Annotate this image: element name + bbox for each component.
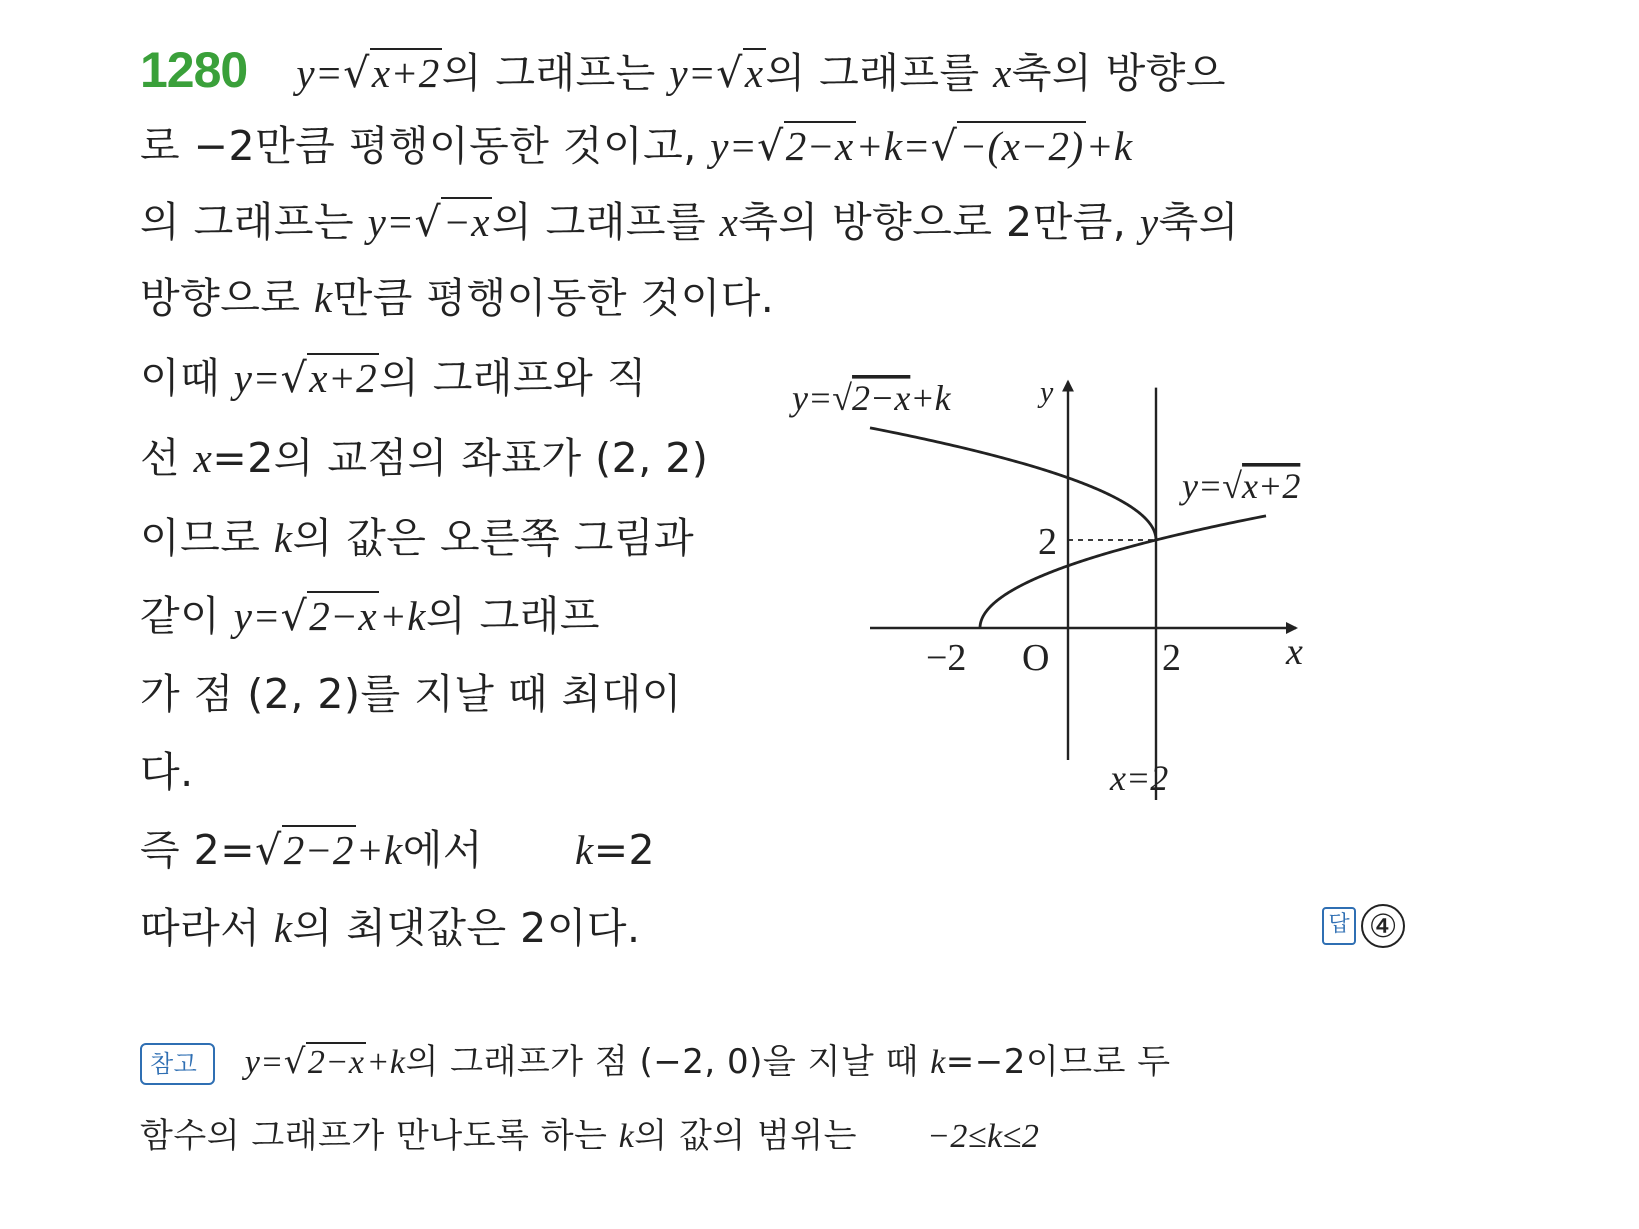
tick-label-2: 2 (1162, 637, 1181, 679)
math: k (574, 827, 594, 873)
radicand: x (744, 50, 764, 96)
math: k (618, 1118, 635, 1155)
math: y= (233, 355, 281, 401)
math: k (313, 275, 333, 321)
note-line2 (140, 1114, 1039, 1159)
tick-label-neg2: −2 (926, 637, 967, 679)
text: 의 그래프를 (492, 198, 720, 246)
curve2-label (1179, 466, 1300, 506)
para1-line4 (140, 272, 774, 324)
text: =2 (593, 826, 656, 874)
x-axis-label: x (1286, 631, 1303, 673)
radicand: x+2 (309, 355, 378, 401)
radicand: 2−x (307, 1044, 365, 1081)
text: 의 그래프 (426, 592, 600, 640)
math: k (273, 905, 293, 951)
para4-line (140, 902, 641, 954)
text: 의 값은 오른쪽 그림과 (292, 514, 695, 562)
text: 에서 (402, 826, 483, 874)
sqrt-sign: √ (930, 122, 958, 170)
note-badge: 참고 (140, 1043, 215, 1085)
line-label-text: x=2 (1110, 758, 1169, 798)
para2-line2 (140, 432, 708, 484)
para2-line5 (140, 668, 682, 720)
sqrt-sign: √ (414, 198, 442, 246)
para2-line4 (140, 590, 600, 642)
radicand: −x (443, 199, 490, 245)
radicand: 2−2 (283, 827, 354, 873)
radicand: x+2 (371, 50, 440, 96)
math: +k (355, 827, 403, 873)
text: 선 (140, 434, 194, 482)
curve2-label-a: y= (1182, 466, 1223, 506)
math: +k (1085, 123, 1133, 169)
y-axis-label: y (1040, 375, 1054, 409)
curve1-label-c: +k (910, 378, 951, 418)
math: y= (233, 593, 281, 639)
text: 의 그래프와 직 (379, 354, 647, 402)
sqrt-sign: √ (255, 826, 282, 874)
para1-line2 (140, 120, 1133, 172)
math: +k (379, 593, 427, 639)
text: 축의 방향으 (1011, 49, 1226, 97)
sqrt-sign: √ (832, 378, 853, 418)
math: x (719, 199, 739, 245)
answer-badge: 답 (1322, 907, 1356, 945)
text: 의 최댓값은 2이다. (292, 904, 641, 952)
radicand: −(x−2) (959, 123, 1084, 169)
math: y= (296, 50, 344, 96)
curve-sqrt-2-minus-x-plus-k (870, 428, 1156, 540)
para2-line1 (140, 352, 647, 404)
sqrt-sign: √ (343, 49, 370, 97)
radicand: 2−x (309, 593, 378, 639)
radicand: 2−x (785, 123, 854, 169)
text: 로 −2만큼 평행이동한 것이고, (140, 122, 711, 170)
problem-number: 1280 (140, 42, 248, 98)
math: y= (710, 123, 758, 169)
text: 같이 (140, 592, 234, 640)
text: =−2이므로 두 (945, 1042, 1171, 1082)
math: −2≤k≤2 (926, 1118, 1040, 1155)
text: 따라서 (140, 904, 274, 952)
text: 의 그래프는 (140, 198, 368, 246)
sqrt-sign: √ (280, 592, 308, 640)
curve1-label (789, 378, 952, 418)
text: 만큼 평행이동한 것이다. (332, 274, 775, 322)
math: +k= (855, 123, 931, 169)
text: 다. (140, 748, 194, 796)
math: k (930, 1044, 946, 1081)
curve1-label-b: 2−x (852, 378, 911, 418)
para2-line3 (140, 512, 694, 564)
sqrt-sign: √ (280, 354, 308, 402)
math: k (273, 515, 293, 561)
text: 의 값의 범위는 (634, 1116, 857, 1156)
line-label-x-2 (1109, 758, 1168, 798)
function-graph (792, 360, 1520, 820)
answer-block (1322, 904, 1405, 948)
text: 의 그래프를 (765, 49, 994, 97)
sqrt-sign: √ (1222, 466, 1243, 506)
tick-label-y-2: 2 (1038, 521, 1057, 563)
sqrt-sign: √ (716, 49, 743, 97)
math: y= (367, 199, 415, 245)
math: y (1139, 199, 1159, 245)
text: 축의 (1158, 198, 1239, 246)
text: 방향으로 (140, 274, 314, 322)
math: y= (244, 1044, 284, 1081)
curve1-label-a: y= (792, 378, 833, 418)
para2-line6 (140, 746, 194, 798)
para1-line3 (140, 196, 1239, 248)
para1-line1 (140, 44, 1226, 99)
answer-circled: ④ (1361, 904, 1405, 948)
para3-line (140, 824, 655, 876)
math: +k (366, 1044, 406, 1081)
text: 가 점 (2, 2)를 지날 때 최대이 (140, 670, 682, 718)
text: =2의 교점의 좌표가 (2, 2) (212, 434, 709, 482)
text: 즉 2= (140, 826, 256, 874)
math: x (993, 50, 1012, 96)
text: 의 그래프는 (441, 49, 670, 97)
text: 의 그래프가 점 (−2, 0)을 지날 때 (405, 1042, 931, 1082)
curve2-label-b: x+2 (1242, 466, 1301, 506)
sqrt-sign: √ (757, 122, 784, 170)
sqrt-sign: √ (283, 1042, 306, 1082)
text: 이때 (140, 354, 234, 402)
text: 이므로 (140, 514, 274, 562)
origin-label: O (1022, 637, 1050, 679)
text: 함수의 그래프가 만나도록 하는 (140, 1116, 619, 1156)
math: x (193, 435, 213, 481)
math: y= (669, 50, 717, 96)
note-line1 (140, 1040, 1171, 1085)
curve-sqrt-x-plus-2 (980, 516, 1266, 628)
text: 축의 방향으로 2만큼, (738, 198, 1140, 246)
